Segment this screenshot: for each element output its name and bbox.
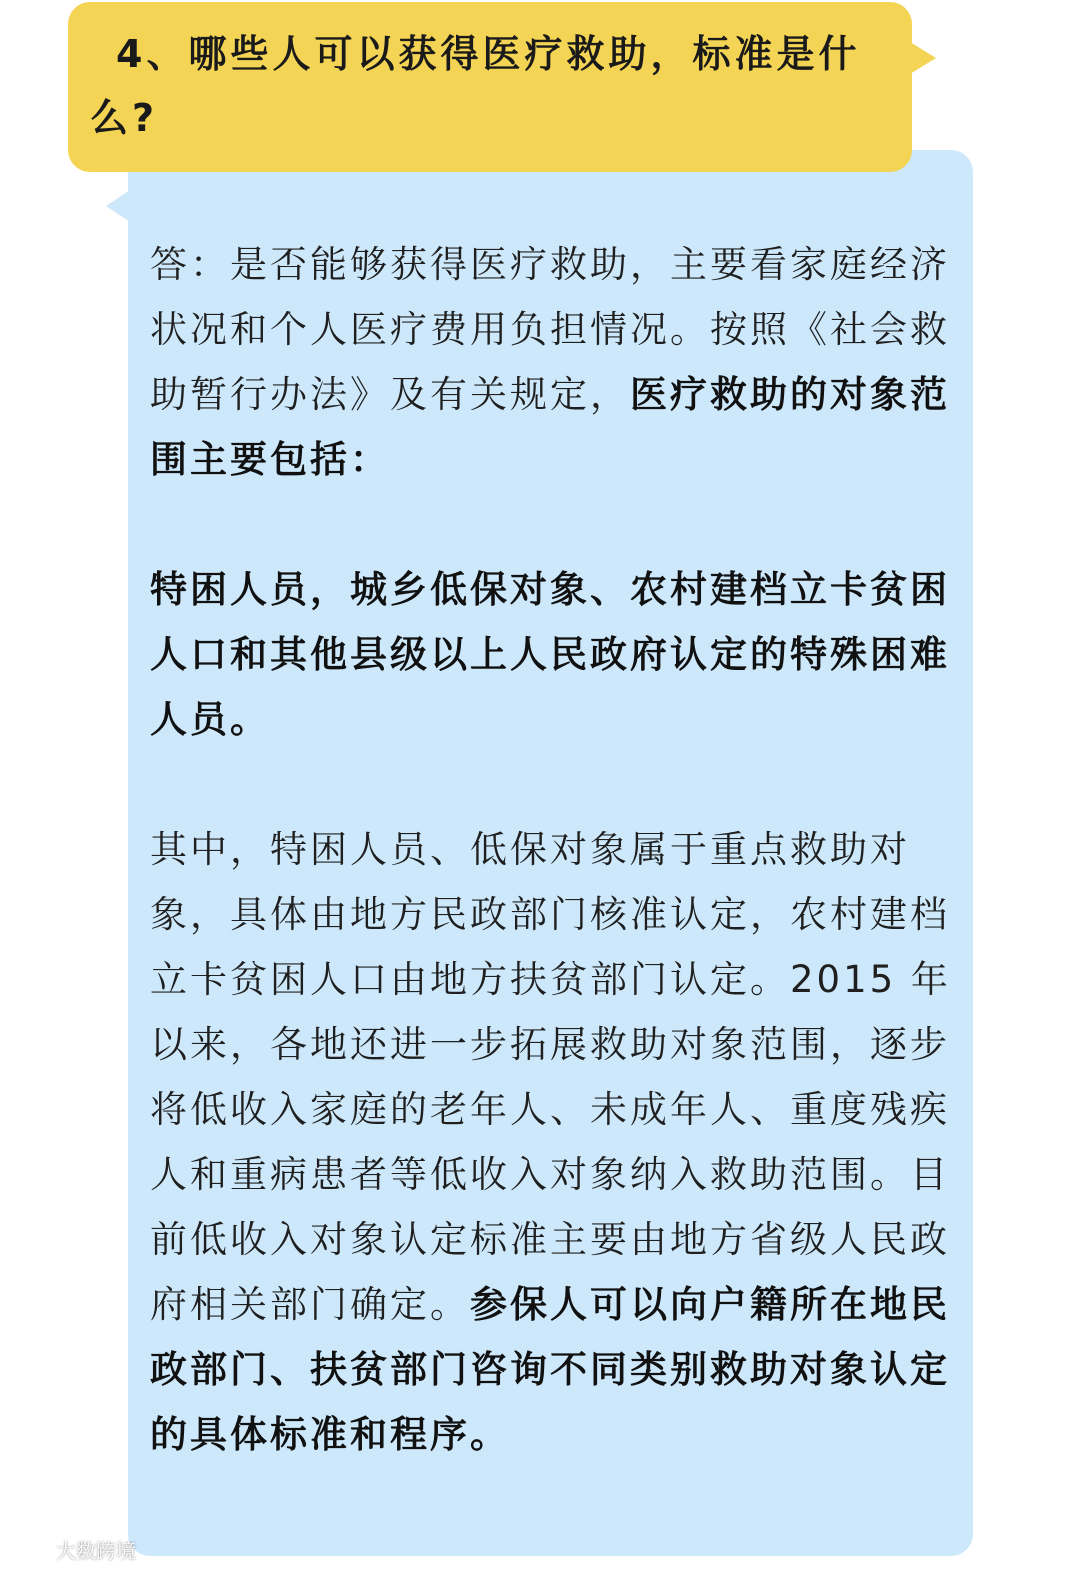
answer-paragraph-intro xyxy=(150,232,952,492)
answer-details-bold: 参保人可以向户籍所在地民政部门、扶贫部门咨询不同类别救助对象认定的具体标准和程序。 xyxy=(150,1283,950,1456)
answer-paragraph-details xyxy=(150,817,952,1467)
answer-intro-bold: 医疗救助的对象范围主要包括： xyxy=(150,373,950,481)
answer-text xyxy=(150,232,952,1467)
watermark-logo-icon xyxy=(10,1538,50,1560)
answer-intro-normal: 答：是否能够获得医疗救助，主要看家庭经济状况和个人医疗费用负担情况。按照《社会救助暂行办法》及有关规定， xyxy=(150,243,950,416)
watermark-text: 大数跨境 xyxy=(56,1538,136,1563)
answer-details-normal: 其中，特困人员、低保对象属于重点救助对象，具体由地方民政部门核准认定，农村建档立卡贫困人口由地方扶贫部门认定。2015 年以来，各地还进一步拓展救助对象范围，逐步将低收入家庭的老年人、未成年人、重度残疾人和重病患者等低收入对象纳入救助范围。目前低收入对象认定标准主要由地方省级人民政府相关部门确定。 xyxy=(150,828,951,1326)
question-text: 4、哪些人可以获得医疗救助，标准是什么? xyxy=(90,32,861,140)
question-bubble-tail xyxy=(910,42,936,74)
answer-bubble-tail xyxy=(106,190,130,222)
watermark xyxy=(10,1536,136,1562)
answer-paragraph-scope: 特困人员，城乡低保对象、农村建档立卡贫困人口和其他县级以上人民政府认定的特殊困难人员。 xyxy=(150,568,950,741)
